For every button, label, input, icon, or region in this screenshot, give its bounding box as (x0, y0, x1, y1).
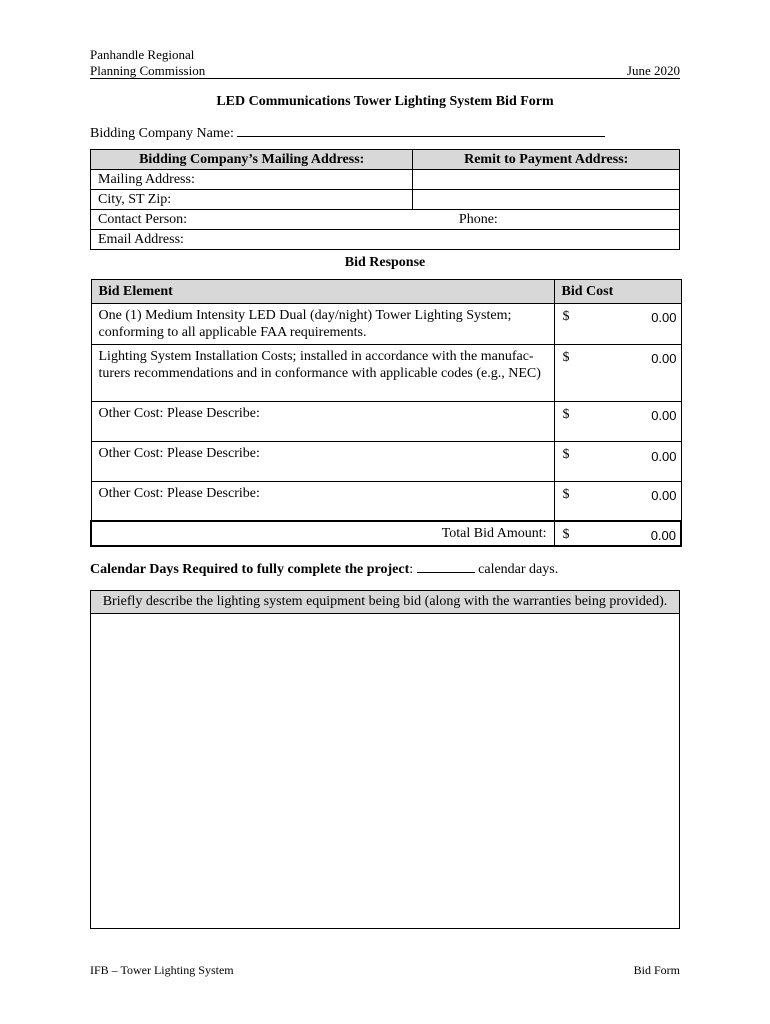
bid-element-cell: Other Cost: Please Describe: (91, 442, 554, 482)
bid-element-header: Bid Element (91, 280, 554, 304)
bid-element-cell: Lighting System Installation Costs; installed in accordance with the manufac-turers recommendations and in conformance with applicable codes (e.g., NEC) (91, 345, 554, 402)
remit-address-header: Remit to Payment Address: (413, 150, 680, 170)
bid-cost-cell[interactable] (554, 402, 681, 442)
organization-name (90, 47, 205, 79)
calendar-days-colon: : (409, 562, 414, 577)
footer-right: Bid Form (633, 963, 680, 977)
email-address-label[interactable]: Email Address: (91, 230, 680, 250)
table-row (91, 482, 681, 521)
bid-response-title: Bid Response (344, 255, 426, 270)
city-state-zip-label[interactable]: City, ST Zip: (91, 190, 413, 210)
currency-symbol: $ (562, 407, 570, 422)
table-row (91, 442, 681, 482)
total-row (91, 521, 681, 546)
table-row (91, 345, 681, 402)
currency-symbol: $ (562, 309, 570, 324)
remit-city-field[interactable] (413, 190, 680, 210)
company-name-field[interactable] (237, 124, 605, 137)
currency-symbol: $ (562, 487, 570, 502)
bid-element-cell: Other Cost: Please Describe: (91, 482, 554, 521)
address-table (90, 149, 680, 250)
total-bid-cell[interactable] (554, 521, 681, 546)
bid-element-cell: One (1) Medium Intensity LED Dual (day/night) Tower Lighting System; conforming to all applicable FAA requirements. (91, 304, 554, 345)
company-name-label: Bidding Company Name: (90, 126, 234, 141)
bid-table (90, 279, 682, 547)
bid-amount[interactable]: 0.00 (651, 449, 677, 464)
bid-amount[interactable]: 0.00 (651, 310, 677, 325)
footer-left: IFB – Tower Lighting System (90, 963, 234, 977)
calendar-days-row (90, 560, 558, 578)
mailing-address-header: Bidding Company’s Mailing Address: (91, 150, 413, 170)
table-row (91, 402, 681, 442)
remit-address-field[interactable] (413, 170, 680, 190)
calendar-days-suffix: calendar days. (478, 562, 559, 577)
org-line-1: Panhandle Regional (90, 47, 195, 62)
description-textarea[interactable] (91, 614, 679, 928)
calendar-days-label: Calendar Days Required to fully complete the project (90, 562, 410, 577)
phone-label[interactable]: Phone: (413, 210, 680, 230)
bid-amount[interactable]: 0.00 (651, 488, 677, 503)
currency-symbol: $ (562, 447, 570, 462)
bid-cost-cell[interactable] (554, 442, 681, 482)
total-bid-amount[interactable]: 0.00 (650, 527, 676, 543)
bid-cost-cell[interactable] (554, 345, 681, 402)
contact-person-label[interactable]: Contact Person: (91, 210, 413, 230)
mailing-address-label[interactable]: Mailing Address: (91, 170, 413, 190)
bid-amount[interactable]: 0.00 (651, 408, 677, 423)
bid-cost-header: Bid Cost (554, 280, 681, 304)
header-divider (90, 78, 680, 79)
bid-amount[interactable]: 0.00 (651, 351, 677, 366)
form-title: LED Communications Tower Lighting System Bid Form (216, 94, 554, 109)
bid-element-cell: Other Cost: Please Describe: (91, 402, 554, 442)
calendar-days-field[interactable] (417, 560, 475, 573)
table-row (91, 304, 681, 345)
bid-cost-cell[interactable] (554, 482, 681, 521)
currency-symbol: $ (562, 526, 570, 542)
company-name-row (90, 124, 605, 142)
description-box (90, 590, 680, 929)
total-bid-label: Total Bid Amount: (91, 521, 554, 546)
description-header: Briefly describe the lighting system equipment being bid (along with the warranties being provided). (91, 591, 679, 614)
org-line-2: Planning Commission (90, 63, 206, 78)
bid-cost-cell[interactable] (554, 304, 681, 345)
document-date: June 2020 (626, 63, 680, 78)
currency-symbol: $ (562, 350, 570, 365)
